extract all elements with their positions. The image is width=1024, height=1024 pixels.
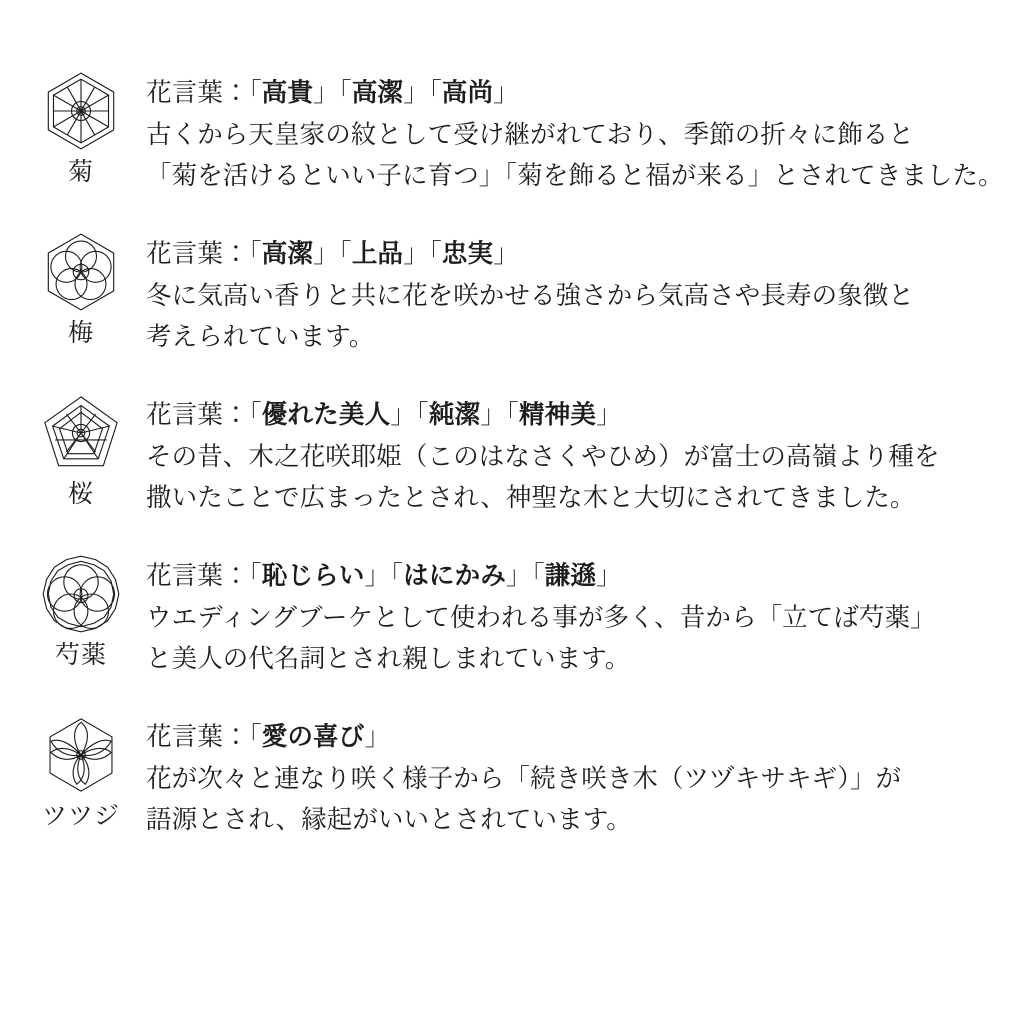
hanakotoba-label: 花言葉： — [146, 721, 249, 751]
shakuyaku-peony-crest-icon — [38, 551, 124, 637]
text-column — [140, 384, 1002, 519]
crest-column — [22, 706, 140, 832]
keyword-2: 「純潔」 — [415, 399, 507, 429]
keyword-2: 「上品」 — [338, 238, 429, 268]
flower-entry-shakuyaku — [22, 545, 1002, 680]
hanakotoba-line — [146, 555, 996, 596]
description-line: 「菊を活けるといい子に育つ」「菊を飾ると福が来る」とされてきました。 — [146, 161, 1004, 191]
hanakotoba-line — [146, 72, 1004, 113]
flower-name: ツツジ — [41, 802, 120, 830]
description — [146, 437, 996, 519]
hanakotoba-line — [146, 394, 996, 435]
crest-column — [22, 545, 140, 671]
description-line: 考えられています。 — [146, 321, 375, 351]
keyword-3: 「高尚」 — [428, 78, 519, 107]
description — [146, 115, 1004, 197]
crest-column — [22, 223, 140, 349]
description — [146, 598, 996, 680]
text-column — [140, 62, 1010, 197]
flower-name: 梅 — [67, 319, 94, 347]
flower-name: 芍薬 — [54, 641, 107, 669]
hanakotoba-label: 花言葉： — [146, 560, 249, 590]
flower-name: 菊 — [67, 159, 94, 186]
description-line: 花が次々と連なり咲く様子から「続き咲き木（ツヅキサキギ）」が — [146, 763, 902, 793]
kiku-chrysanthemum-crest-icon — [38, 68, 124, 154]
description-line: と美人の代名詞とされ親しまれています。 — [146, 643, 631, 673]
keyword-1: 「高貴」 — [248, 78, 339, 107]
sakura-cherry-blossom-crest-icon — [38, 390, 124, 476]
keyword-3: 「謙遜」 — [531, 560, 622, 590]
description-line: ウエディングブーケとして使われる事が多く、昔から「立てば芍薬」 — [146, 602, 936, 632]
keyword-1: 「愛の喜び」 — [248, 721, 391, 751]
keyword-1: 「恥じらい」 — [248, 560, 391, 590]
keyword-3: 「精神美」 — [506, 399, 622, 429]
keyword-2: 「高潔」 — [338, 78, 429, 107]
tsutsuji-azalea-crest-icon — [38, 712, 124, 798]
description — [146, 759, 996, 841]
keyword-3: 「忠実」 — [428, 238, 519, 268]
hanakotoba-label: 花言葉： — [146, 399, 249, 429]
hanakotoba-line — [146, 233, 996, 274]
keyword-2: 「はにかみ」 — [390, 560, 532, 590]
hanakotoba-label: 花言葉： — [146, 238, 249, 268]
description — [146, 276, 996, 358]
description-line: 冬に気高い香りと共に花を咲かせる強さから気高さや長寿の象徴と — [146, 281, 915, 311]
hanakotoba-line — [146, 716, 996, 757]
flower-entry-kiku — [22, 62, 1002, 197]
description-line: 語源とされ、縁起がいいとされています。 — [146, 804, 632, 834]
flower-entry-ume — [22, 223, 1002, 358]
flower-name: 桜 — [67, 480, 94, 508]
crest-column — [22, 384, 140, 510]
flower-entry-tsutsuji — [22, 706, 1002, 841]
text-column — [140, 706, 1002, 841]
description-line: 古くから天皇家の紋として受け継がれており、季節の折々に飾ると — [146, 120, 915, 150]
description-line: 撒いたことで広まったとされ、神聖な木と大切にされてきました。 — [146, 482, 916, 512]
keyword-1: 「優れた美人」 — [248, 399, 416, 429]
text-column — [140, 223, 1002, 358]
flower-entry-sakura — [22, 384, 1002, 519]
crest-column — [22, 62, 140, 188]
hanakotoba-label: 花言葉： — [146, 78, 249, 107]
description-line: その昔、木之花咲耶姫（このはなさくやひめ）が富士の高嶺より種を — [146, 442, 940, 472]
keyword-1: 「高潔」 — [248, 238, 339, 268]
text-column — [140, 545, 1002, 680]
ume-plum-blossom-crest-icon — [38, 229, 124, 315]
